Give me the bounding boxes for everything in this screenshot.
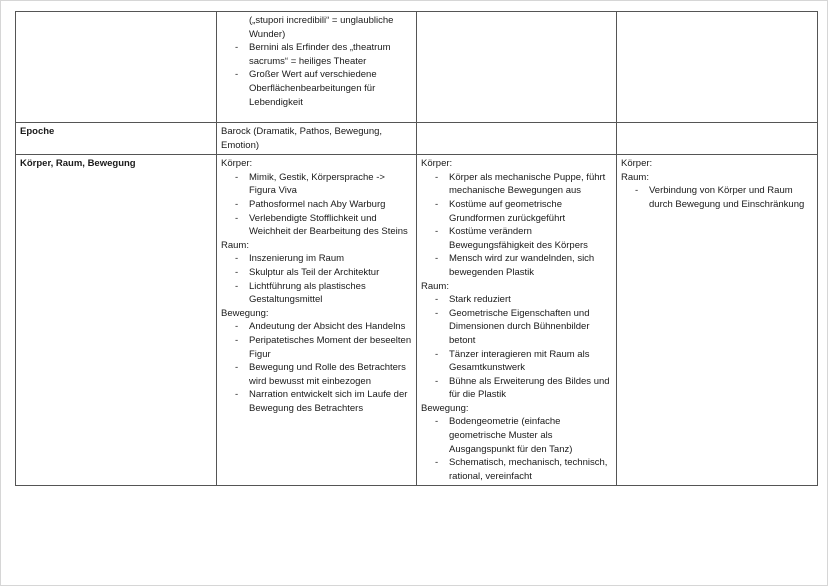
list-item-text: Kostüme verändern Bewegungsfähigkeit des Körpers	[449, 226, 588, 251]
row-label: Epoche	[20, 126, 55, 137]
list-item-text: Tänzer interagieren mit Raum als Gesamtkunstwerk	[449, 348, 590, 374]
list-item	[421, 293, 612, 307]
bullet-dash-icon: -	[235, 171, 239, 183]
list-item-text: Mensch wird zur wandelnden, sich bewegenden Plastik	[449, 253, 595, 278]
bullet-dash-icon: -	[235, 334, 239, 346]
list-item	[221, 361, 412, 388]
list-item	[221, 68, 412, 109]
list-item	[421, 171, 612, 198]
list-item-text: Verlebendigte Stofflichkeit und Weichheit der Bearbeitung des Steins	[249, 212, 408, 238]
list-item-text: Inszenierung im Raum	[249, 253, 345, 265]
bullet-dash-icon: -	[235, 253, 239, 265]
section-title: Bewegung:	[221, 307, 269, 319]
comparison-table-body	[16, 12, 818, 486]
table-row	[16, 123, 818, 155]
list-item-text: Verbindung von Körper und Raum durch Bewegung und Einschränkung	[649, 185, 805, 210]
bullet-dash-icon: -	[435, 226, 439, 238]
bullet-dash-icon: -	[435, 457, 439, 469]
list-item-text: Geometrische Eigenschaften und Dimensionen durch Bühnenbilder betont	[449, 307, 590, 346]
list-item	[221, 198, 412, 212]
section-title: Bewegung:	[421, 402, 469, 414]
bullet-dash-icon: -	[235, 69, 239, 81]
list-item-text: Schematisch, mechanisch, technisch, rational, vereinfacht	[449, 457, 608, 482]
bullet-dash-icon: -	[435, 294, 439, 306]
table-cell	[617, 12, 818, 123]
row-label-cell	[16, 155, 217, 486]
cell-text: Barock (Dramatik, Pathos, Bewegung, Emotion)	[221, 126, 383, 151]
bullet-dash-icon: -	[235, 212, 239, 224]
table-cell	[417, 155, 617, 486]
table-cell	[617, 123, 818, 155]
list-item	[221, 388, 412, 415]
table-cell	[617, 155, 818, 486]
table-cell	[217, 12, 417, 123]
list-item	[421, 198, 612, 225]
list-item	[421, 225, 612, 252]
list-item	[221, 252, 412, 266]
list-item	[221, 320, 412, 334]
section-title: Körper:	[621, 158, 653, 170]
bullet-dash-icon: -	[435, 348, 439, 360]
section-title: Raum:	[421, 280, 449, 292]
row-label: Körper, Raum, Bewegung	[20, 158, 136, 170]
list-item-text: Kostüme auf geometrische Grundformen zurückgeführt	[449, 198, 566, 224]
list-item	[221, 212, 412, 239]
list-item	[621, 184, 813, 211]
list-item	[221, 266, 412, 280]
list-item-text: Andeutung der Absicht des Handelns	[249, 321, 406, 333]
list-item-text: Bernini als Erfinder des „theatrum sacrums“ = heiliges Theater	[249, 42, 391, 67]
list-item-continuation	[221, 14, 412, 41]
row-label-cell	[16, 12, 217, 123]
list-item-text: Bewegung und Rolle des Betrachters wird bewusst mit einbezogen	[249, 362, 406, 387]
table-cell	[417, 12, 617, 123]
row-label-cell	[16, 123, 217, 155]
table-cell	[417, 123, 617, 155]
list-item	[421, 348, 612, 375]
list-item	[421, 456, 612, 483]
bullet-dash-icon: -	[235, 362, 239, 374]
list-item	[421, 307, 612, 348]
list-item	[221, 171, 412, 198]
list-item	[221, 41, 412, 68]
list-item-text: Peripatetisches Moment der beseelten Figur	[249, 334, 412, 360]
bullet-dash-icon: -	[435, 307, 439, 319]
list-item	[221, 334, 412, 361]
table-cell	[217, 123, 417, 155]
section-title: Körper:	[421, 158, 453, 170]
list-item-text: Stark reduziert	[449, 294, 511, 306]
bullet-dash-icon: -	[435, 171, 439, 183]
bullet-dash-icon: -	[235, 266, 239, 278]
section-title: Körper:	[221, 158, 253, 170]
list-item-text: Körper als mechanische Puppe, führt mechanische Bewegungen aus	[449, 171, 606, 197]
bullet-dash-icon: -	[235, 42, 239, 54]
list-item-text: Pathosformel nach Aby Warburg	[249, 198, 386, 210]
table-cell	[217, 155, 417, 486]
list-item-text: Bodengeometrie (einfache geometrische Muster als Ausgangspunkt für den Tanz)	[449, 416, 573, 455]
table-row	[16, 12, 818, 123]
list-item	[221, 280, 412, 307]
list-item-text: Großer Wert auf verschiedene Oberflächenbearbeitungen für Lebendigkeit	[249, 69, 377, 108]
list-item	[421, 415, 612, 456]
list-item-text: Skulptur als Teil der Architektur	[249, 266, 380, 278]
comparison-table	[15, 11, 818, 486]
bullet-dash-icon: -	[235, 389, 239, 401]
list-item-text: Narration entwickelt sich im Laufe der Bewegung des Betrachters	[249, 389, 408, 414]
bullet-dash-icon: -	[235, 280, 239, 292]
list-item-text: Lichtführung als plastisches Gestaltungsmittel	[249, 280, 366, 306]
list-item	[421, 252, 612, 279]
bullet-dash-icon: -	[435, 416, 439, 428]
bullet-dash-icon: -	[235, 198, 239, 210]
list-item-text: Bühne als Erweiterung des Bildes und für die Plastik	[449, 375, 610, 401]
bullet-dash-icon: -	[235, 321, 239, 333]
list-item-text: Mimik, Gestik, Körpersprache -> Figura Viva	[249, 171, 385, 197]
list-item-text: („stupori incredibili“ = unglaubliche Wunder)	[249, 15, 394, 40]
section-title: Raum:	[221, 239, 249, 251]
list-item	[421, 375, 612, 402]
bullet-dash-icon: -	[635, 185, 639, 197]
bullet-dash-icon: -	[435, 375, 439, 387]
bullet-dash-icon: -	[435, 253, 439, 265]
table-row	[16, 155, 818, 486]
bullet-dash-icon: -	[435, 198, 439, 210]
section-title: Raum:	[621, 171, 649, 183]
